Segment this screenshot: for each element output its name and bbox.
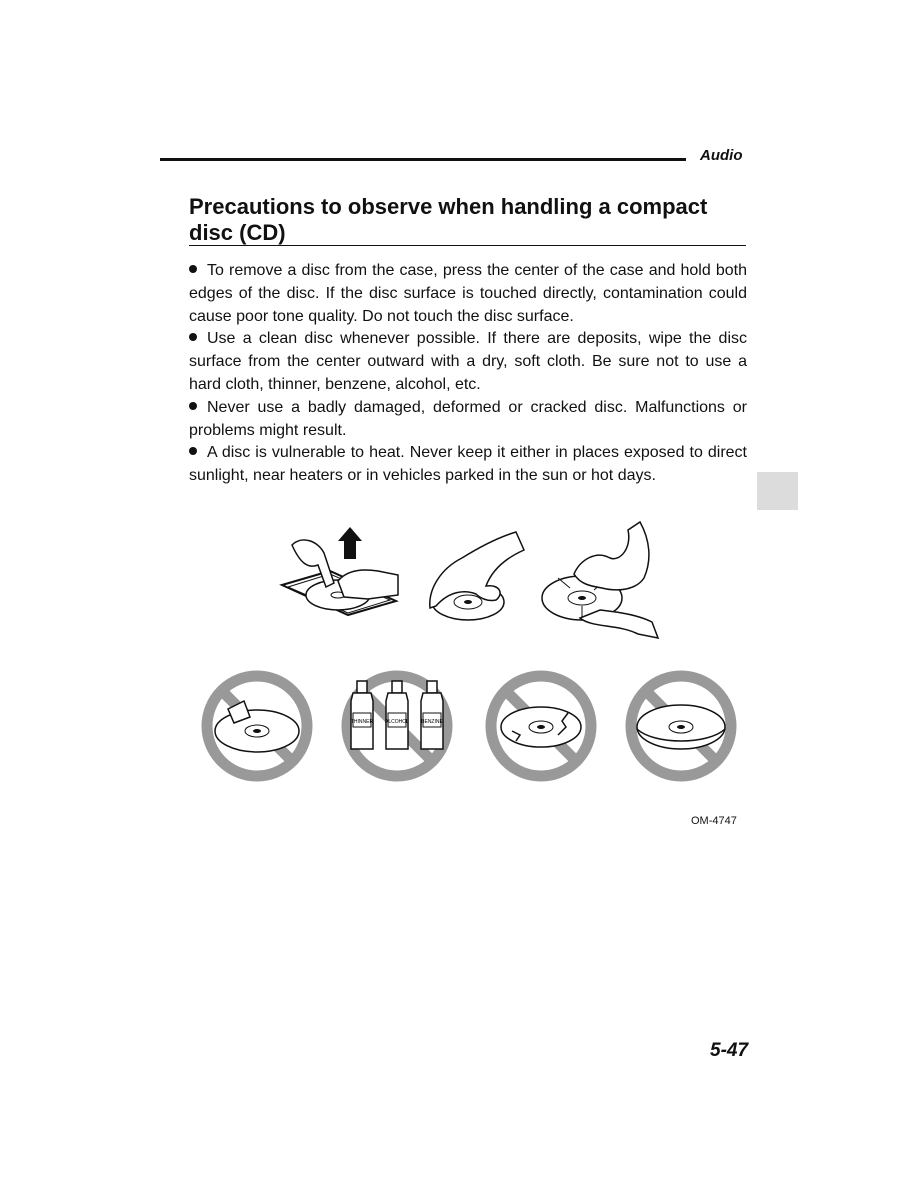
bullet-icon (189, 447, 197, 455)
page-number: 5-47 (710, 1040, 749, 1061)
bullet-icon (189, 402, 197, 410)
body-text (189, 260, 747, 488)
prohibited-touch-disc-icon (200, 669, 315, 784)
page-title: Precautions to observe when handling a compact disc (CD) (189, 194, 708, 245)
bullet-paragraph: To remove a disc from the case, press the center of the case and hold both edges of the disc. If the disc surface is touched directly, contamination could cause poor tone quality. Do not touch the disc surface. (189, 262, 747, 325)
illustration-hold-edges (426, 530, 526, 625)
title-rule (189, 245, 746, 246)
bullet-paragraph: Use a clean disc whenever possible. If there are deposits, wipe the disc surface from the center outward with a dry, soft cloth. Be sure not to use a hard cloth, thinner, benzene, alcohol, etc. (189, 330, 747, 393)
bottle-label: ALCOHOL (385, 719, 409, 725)
bottle-label: BENZINE (421, 719, 443, 725)
prohibited-cracked-disc-icon (484, 669, 599, 784)
figure-code: OM-4747 (691, 815, 737, 827)
section-label: Audio (700, 147, 743, 164)
bullet-icon (189, 265, 197, 273)
prohibited-warped-disc-icon (624, 669, 739, 784)
chapter-tab (757, 472, 798, 510)
prohibited-solvents-icon (340, 669, 455, 784)
bullet-paragraph: Never use a badly damaged, deformed or cracked disc. Malfunctions or problems might result. (189, 398, 747, 439)
bullet-icon (189, 333, 197, 341)
illustration-remove-disc (278, 523, 404, 623)
header-rule (160, 158, 686, 161)
bottle-label: THINNER (350, 719, 374, 725)
bullet-paragraph: A disc is vulnerable to heat. Never keep it either in places exposed to direct sunlight, near heaters or in vehicles parked in the sun or hot days. (189, 444, 747, 485)
illustration-wipe-disc (540, 518, 662, 640)
